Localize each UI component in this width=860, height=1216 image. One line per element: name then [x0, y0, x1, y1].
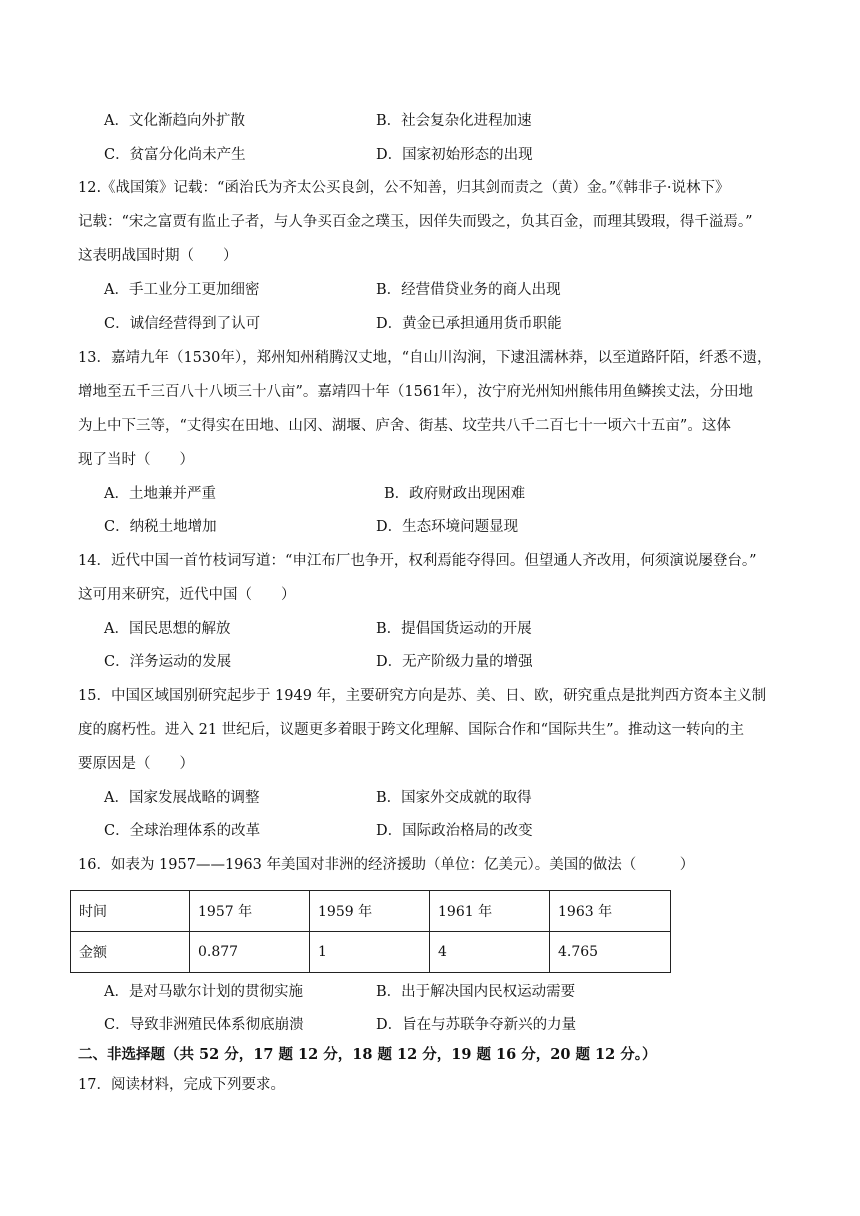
aid-table	[70, 890, 671, 973]
q15-stem-line-3: 要原因是（ ）	[78, 756, 194, 772]
q14-option-d: D．无产阶级力量的增强	[376, 654, 533, 670]
q13-option-d: D．生态环境问题显现	[376, 519, 519, 535]
table-header-cell: 1961 年	[430, 891, 550, 932]
q12-option-d: D．黄金已承担通用货币职能	[376, 316, 562, 332]
table-header-row	[71, 891, 671, 932]
q15-stem-line-1: 15．中国区域国别研究起步于 1949 年，主要研究方向是苏、美、日、欧，研究重点是批判西方资本主义制	[78, 688, 767, 704]
q13-option-b: B．政府财政出现困难	[384, 486, 526, 502]
table-header-cell: 1963 年	[550, 891, 671, 932]
q14-option-b: B．提倡国货运动的开展	[376, 621, 532, 637]
q15-option-a: A．国家发展战略的调整	[104, 790, 260, 806]
q12-option-c: C．诚信经营得到了认可	[104, 316, 261, 332]
q12-option-a: A．手工业分工更加细密	[104, 282, 260, 298]
table-header-cell: 1959 年	[310, 891, 430, 932]
table-cell: 0.877	[190, 932, 310, 973]
q11-option-b: B．社会复杂化进程加速	[376, 113, 532, 129]
table-cell: 4.765	[550, 932, 671, 973]
q16-option-a: A．是对马歇尔计划的贯彻实施	[104, 984, 303, 1000]
q15-option-b: B．国家外交成就的取得	[376, 790, 532, 806]
q11-option-c: C．贫富分化尚未产生	[104, 147, 246, 163]
q11-option-d: D．国家初始形态的出现	[376, 147, 533, 163]
q12-stem-line-1: 12.《战国策》记载：“函治氏为齐太公买良剑，公不知善，归其剑而责之（黄）金。”《韩非子·说林下》	[78, 180, 730, 196]
q12-stem-line-2: 记载：“宋之富贾有监止子者，与人争买百金之璞玉，因佯失而毁之，负其百金，而理其毁瑕，得千溢焉。”	[78, 214, 753, 230]
q13-option-c: C．纳税土地增加	[104, 519, 217, 535]
q13-stem-line-2: 增地至五千三百八十八顷三十八亩”。嘉靖四十年（1561年），汝宁府光州知州熊伟用鱼鳞挨丈法，分田地	[78, 384, 754, 400]
q13-stem-line-1: 13．嘉靖九年（1530年），郑州知州稍腾汉丈地，“自山川沟涧，下逮沮濡林莽，以至道路阡陌，纤悉不遗，	[78, 350, 772, 366]
q14-stem-line-1: 14．近代中国一首竹枝词写道：“申江布厂也争开，权利焉能夺得回。但望通人齐改用，何须演说屡登台。”	[78, 553, 757, 569]
q15-stem-line-2: 度的腐朽性。进入 21 世纪后，议题更多着眼于跨文化理解、国际合作和“国际共生”。推动这一转向的主	[78, 722, 744, 738]
q15-option-d: D．国际政治格局的改变	[376, 823, 533, 839]
q16-stem-line: 16．如表为 1957——1963 年美国对非洲的经济援助（单位：亿美元）。美国的做法（ ）	[78, 857, 695, 873]
table-cell: 1	[310, 932, 430, 973]
q15-option-c: C．全球治理体系的改革	[104, 823, 261, 839]
q14-stem-line-2: 这可用来研究，近代中国（ ）	[78, 587, 296, 603]
q13-stem-line-3: 为上中下三等，“丈得实在田地、山冈、湖堰、庐舍、街基、坟茔共八千二百七十一顷六十五亩”。这体	[78, 418, 731, 434]
q14-option-c: C．洋务运动的发展	[104, 654, 232, 670]
q16-option-d: D．旨在与苏联争夺新兴的力量	[376, 1017, 577, 1033]
table-header-cell: 1957 年	[190, 891, 310, 932]
table-header-cell: 时间	[71, 891, 190, 932]
section-heading: 二、非选择题（共 52 分，17 题 12 分，18 题 12 分，19 题 16 分，20 题 12 分。）	[78, 1046, 657, 1063]
q11-option-a: A．文化渐趋向外扩散	[104, 113, 245, 129]
q13-option-a: A．土地兼并严重	[104, 486, 216, 502]
table-cell: 金额	[71, 932, 190, 973]
q14-option-a: A．国民思想的解放	[104, 621, 231, 637]
q12-stem-line-3: 这表明战国时期（ ）	[78, 248, 238, 264]
q12-option-b: B．经营借贷业务的商人出现	[376, 282, 561, 298]
q16-option-b: B．出于解决国内民权运动需要	[376, 984, 576, 1000]
q16-option-c: C．导致非洲殖民体系彻底崩溃	[104, 1017, 304, 1033]
table-cell: 4	[430, 932, 550, 973]
q17-stem-line: 17．阅读材料，完成下列要求。	[78, 1077, 285, 1093]
q13-stem-line-4: 现了当时（ ）	[78, 452, 194, 468]
table-row	[71, 932, 671, 973]
